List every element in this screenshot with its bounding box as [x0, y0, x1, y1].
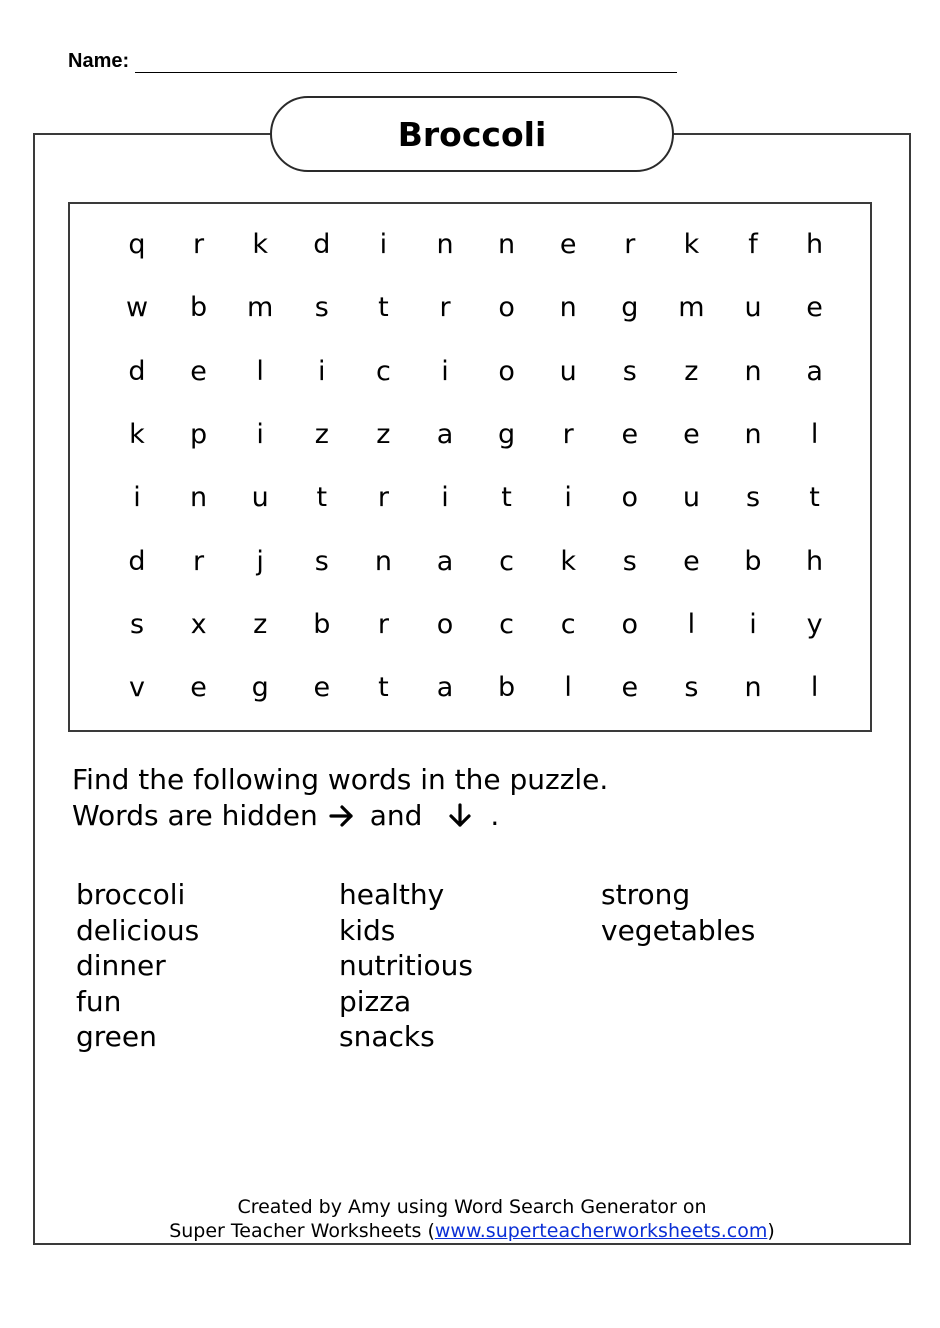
grid-row: [70, 415, 870, 455]
grid-letter: o: [621, 608, 639, 640]
grid-letter: b: [744, 545, 762, 577]
grid-row: [70, 225, 870, 265]
grid-letter: b: [313, 608, 331, 640]
instructions-period: .: [490, 799, 500, 832]
instructions: [72, 762, 608, 834]
grid-letter: i: [749, 608, 757, 640]
instructions-line-2: [72, 798, 608, 834]
instructions-hidden-text: Words are hidden: [72, 799, 318, 832]
grid-letter: s: [314, 545, 329, 577]
grid-letter: r: [193, 545, 205, 577]
grid-letter: g: [621, 292, 639, 324]
grid-letter: s: [745, 482, 761, 514]
grid-letter: l: [256, 355, 264, 387]
grid-letter: z: [684, 355, 699, 387]
grid-letter: g: [251, 672, 269, 704]
grid-letter: s: [622, 545, 637, 577]
grid-letter: r: [377, 482, 389, 514]
grid-letter: k: [683, 229, 700, 260]
grid-letter: k: [252, 229, 268, 260]
grid-letter: h: [806, 545, 824, 577]
grid-letter: q: [128, 229, 146, 260]
grid-letter: s: [314, 292, 329, 324]
word-list-column-3: [601, 877, 755, 948]
word-search-grid: [68, 202, 872, 732]
grid-letter: i: [441, 482, 449, 514]
word-list-item: nutritious: [339, 949, 473, 983]
title-text: Broccoli: [397, 114, 547, 154]
word-list-item: pizza: [339, 984, 412, 1018]
word-list-column-2: [339, 877, 473, 1055]
grid-row: [70, 605, 870, 645]
grid-letter: e: [683, 418, 700, 450]
arrow-right-icon: [328, 802, 356, 830]
footer-site-name: Super Teacher Worksheets (: [169, 1220, 435, 1242]
footer-line-2: [33, 1219, 911, 1243]
grid-row: [70, 288, 870, 328]
grid-letter: i: [564, 482, 572, 514]
grid-letter: e: [190, 672, 207, 704]
word-list-item: fun: [76, 984, 122, 1018]
grid-letter: z: [253, 608, 268, 640]
word-list-item: strong: [601, 878, 691, 911]
grid-letter: l: [564, 672, 572, 704]
grid-letter: n: [744, 355, 762, 387]
grid-letter: l: [687, 608, 696, 640]
grid-letter: d: [313, 229, 331, 260]
grid-letter: p: [190, 418, 208, 450]
grid-letter: o: [498, 292, 515, 324]
grid-letter: u: [559, 355, 577, 387]
grid-letter: g: [498, 418, 516, 450]
word-list-item: kids: [339, 913, 396, 947]
grid-letter: n: [374, 545, 392, 577]
word-list-item: broccoli: [76, 878, 186, 911]
grid-letter: e: [621, 418, 639, 450]
grid-letter: e: [683, 545, 700, 577]
grid-letter: m: [678, 292, 705, 324]
grid-letter: d: [128, 355, 146, 387]
grid-letter: z: [376, 418, 391, 450]
grid-letter: o: [621, 482, 639, 514]
word-list-item: delicious: [76, 913, 200, 947]
grid-letter: j: [256, 545, 264, 577]
grid-letter: t: [316, 482, 328, 514]
grid-letter: e: [190, 355, 207, 387]
grid-letter: n: [190, 482, 208, 514]
grid-letter: t: [501, 482, 512, 514]
grid-letter: e: [806, 292, 823, 324]
word-list-item: green: [76, 1020, 157, 1054]
grid-letter: u: [682, 482, 700, 514]
grid-letter: k: [560, 545, 576, 577]
arrow-down-icon: [446, 802, 474, 830]
grid-letter: i: [256, 418, 264, 450]
word-list-item: snacks: [339, 1020, 435, 1054]
grid-letter: n: [498, 229, 516, 260]
word-list-item: vegetables: [601, 913, 756, 947]
grid-letter: i: [379, 229, 388, 260]
grid-letter: o: [498, 355, 515, 387]
grid-letter: k: [129, 418, 145, 450]
grid-letter: i: [441, 355, 449, 387]
grid-row: [70, 478, 870, 518]
instructions-line-1: Find the following words in the puzzle.: [72, 763, 609, 796]
grid-row: [70, 668, 870, 708]
name-field-row: [68, 50, 677, 73]
grid-letter: s: [622, 355, 637, 387]
word-list-item: healthy: [339, 878, 445, 911]
footer-credit: [33, 1195, 911, 1243]
grid-letter: a: [436, 672, 454, 704]
grid-letter: n: [559, 292, 577, 324]
word-list-column-1: [76, 877, 199, 1055]
grid-letter: c: [499, 608, 515, 640]
grid-row: [70, 542, 870, 582]
grid-letter: e: [559, 229, 577, 260]
page-title: [270, 96, 674, 172]
grid-letter: i: [133, 482, 141, 514]
grid-letter: v: [129, 672, 145, 704]
grid-letter: c: [499, 545, 515, 577]
word-list-item: dinner: [76, 949, 166, 983]
footer-close-paren: ): [767, 1220, 775, 1242]
grid-letter: h: [806, 229, 824, 260]
name-blank-line: [135, 50, 677, 73]
grid-letter: n: [744, 418, 762, 450]
grid-letter: a: [436, 418, 454, 450]
grid-letter: c: [375, 355, 391, 387]
grid-letter: n: [744, 672, 762, 704]
grid-letter: s: [129, 608, 145, 640]
grid-letter: r: [562, 418, 574, 450]
grid-row: [70, 352, 870, 392]
grid-letter: l: [810, 418, 819, 450]
grid-letter: c: [560, 608, 576, 640]
grid-letter: a: [436, 545, 454, 577]
grid-letter: r: [377, 608, 389, 640]
grid-letter: b: [498, 672, 516, 704]
grid-letter: s: [684, 672, 699, 704]
grid-letter: y: [806, 608, 823, 640]
grid-letter: e: [621, 672, 639, 704]
grid-letter: x: [190, 608, 207, 640]
grid-letter: e: [313, 672, 331, 704]
grid-letter: b: [190, 292, 208, 324]
grid-letter: u: [744, 292, 762, 324]
grid-letter: d: [128, 545, 146, 577]
grid-letter: t: [378, 292, 389, 324]
grid-letter: r: [624, 229, 636, 260]
grid-letter: t: [378, 672, 389, 704]
grid-letter: z: [314, 418, 329, 450]
grid-letter: n: [436, 229, 454, 260]
instructions-and-text: and: [369, 799, 423, 832]
footer-link[interactable]: www.superteacherworksheets.com: [434, 1220, 768, 1242]
grid-letter: a: [806, 355, 823, 387]
grid-letter: f: [748, 229, 758, 260]
grid-letter: o: [436, 608, 454, 640]
grid-letter: l: [810, 672, 819, 704]
footer-line-1: Created by Amy using Word Search Generator on: [237, 1196, 707, 1218]
name-label: Name:: [68, 50, 130, 72]
grid-letter: m: [247, 292, 274, 324]
grid-letter: i: [318, 355, 326, 387]
grid-letter: r: [439, 292, 451, 324]
grid-letter: t: [809, 482, 820, 514]
grid-letter: w: [125, 292, 149, 324]
grid-letter: r: [193, 229, 205, 260]
grid-letter: u: [251, 482, 269, 514]
